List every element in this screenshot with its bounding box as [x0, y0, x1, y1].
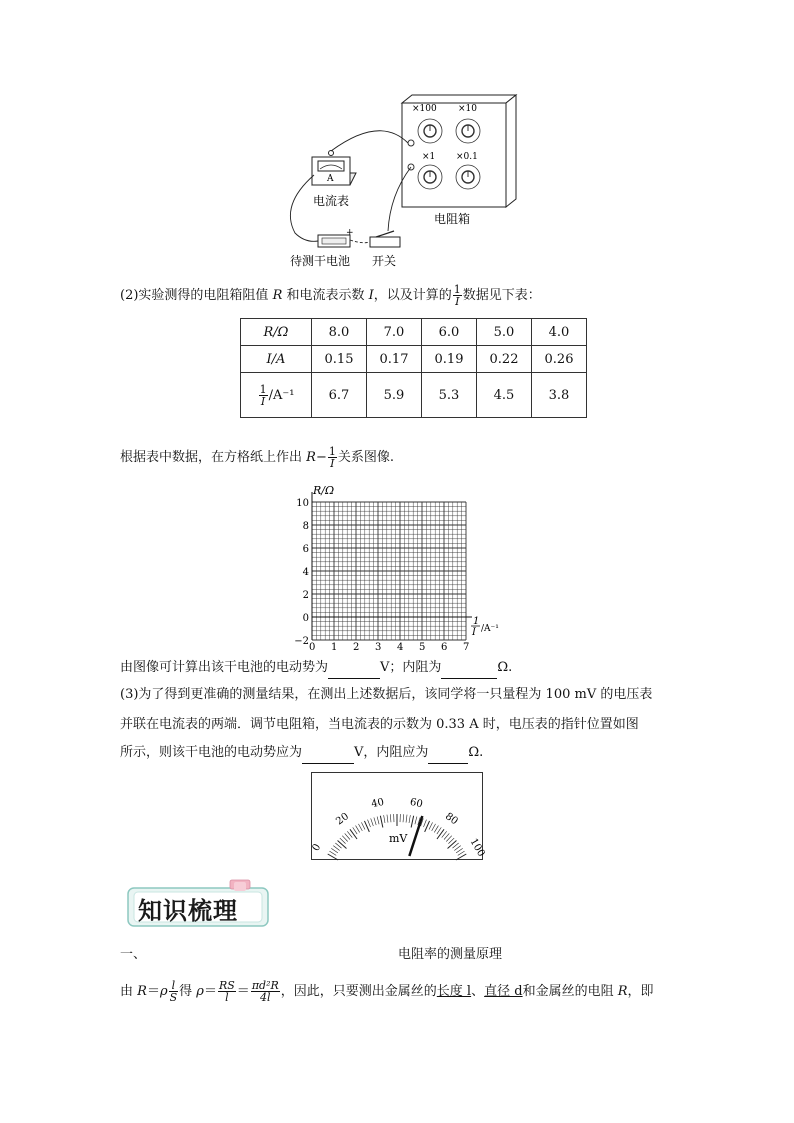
table-frac-num: 1 — [259, 382, 267, 396]
principle-p5: ，即 — [627, 984, 654, 999]
table-cell: 5.9 — [367, 373, 422, 418]
q2-intro-c: ，以及计算的 — [373, 288, 452, 303]
x-tick-label: 4 — [397, 642, 404, 653]
x-axis-label-num: 1 — [473, 616, 480, 627]
x-tick-label: 0 — [309, 642, 316, 653]
table-head-unit: /A⁻¹ — [268, 387, 295, 403]
plot-frac-num: 1 — [328, 445, 336, 458]
principle-line — [120, 979, 654, 1005]
y-tick-label: 4 — [302, 567, 309, 578]
x-tick-label: 6 — [441, 642, 448, 653]
principle-var-r2: R — [617, 984, 628, 999]
table-cell: 3.8 — [532, 373, 587, 418]
dial-x0.1[interactable] — [456, 165, 480, 189]
y-tick-label: −2 — [294, 636, 309, 647]
dial-label-x100: ×100 — [412, 104, 437, 114]
table-row — [241, 346, 587, 373]
plot-instruction-a: 根据表中数据，在方格纸上作出 — [120, 450, 307, 465]
resistance-blank[interactable] — [441, 664, 497, 679]
wire-battery-switch — [350, 240, 372, 243]
frac2-den: l — [225, 991, 229, 1004]
q2-answer — [120, 657, 512, 679]
principle-p3: ，因此，只要测出金属丝的 — [280, 984, 437, 999]
wire-ammeter-box — [331, 131, 408, 151]
table-cell: 5.3 — [422, 373, 477, 418]
principle-eq1: ＝ — [146, 984, 160, 999]
data-table — [240, 318, 587, 418]
principle-length: 长度 l — [436, 984, 472, 999]
principle-frac3 — [251, 980, 280, 1003]
table-cell: 8.0 — [312, 319, 367, 346]
q3-line3 — [120, 742, 483, 764]
principle-eq3: ＝ — [236, 984, 250, 999]
q2-answer-c: Ω. — [497, 660, 513, 675]
plot-instruction — [120, 446, 394, 469]
x-tick-label: 1 — [331, 642, 338, 653]
meter-label: 20 — [334, 810, 352, 828]
circuit-diagram — [270, 95, 530, 275]
dial-x100[interactable] — [418, 119, 442, 143]
table-cell: 0.15 — [312, 346, 367, 373]
banner-title: 知识梳理 — [138, 897, 238, 925]
plot-instruction-fraction — [328, 446, 337, 469]
q2-var-i: I — [368, 288, 374, 303]
principle-eq2: ＝ — [203, 984, 217, 999]
voltmeter-dial — [310, 772, 487, 862]
table-cell: 5.0 — [477, 319, 532, 346]
ammeter — [312, 151, 356, 186]
q2-intro-d: 数据见下表： — [462, 288, 541, 303]
table-head-inv-i — [241, 373, 312, 418]
q2-answer-a: 由图像可计算出该干电池的电动势为 — [120, 660, 329, 675]
meter-label: 80 — [442, 810, 460, 828]
y-axis-label: R/Ω — [313, 484, 335, 497]
frac2-num: RS — [218, 979, 235, 992]
principle-p1: 由 — [120, 984, 138, 999]
table-cell: 0.19 — [422, 346, 477, 373]
frac1-num: l — [169, 980, 179, 992]
table-cell: 0.17 — [367, 346, 422, 373]
principle-sep: 、 — [471, 984, 485, 999]
x-axis-label-unit: /A⁻¹ — [481, 624, 499, 634]
section-banner — [124, 880, 276, 932]
emf-blank[interactable] — [328, 664, 380, 679]
q3-line3-b: V，内阻应为 — [354, 745, 429, 760]
resistance-corrected-blank[interactable] — [428, 749, 468, 764]
q2-answer-b: V；内阻为 — [380, 660, 442, 675]
dial-x1[interactable] — [418, 165, 442, 189]
plot-instruction-b: 关系图像. — [337, 450, 394, 465]
terminal-top — [408, 140, 414, 146]
battery-plus-sign: + — [346, 228, 354, 238]
table-cell: 6.0 — [422, 319, 477, 346]
table-cell: 4.5 — [477, 373, 532, 418]
grid-chart[interactable] — [285, 480, 515, 655]
meter-unit: mV — [389, 832, 408, 845]
table-cell: 0.26 — [532, 346, 587, 373]
table-cell: 6.7 — [312, 373, 367, 418]
plot-instruction-var: R — [306, 450, 316, 465]
switch[interactable] — [370, 231, 400, 247]
principle-frac1 — [169, 980, 179, 1003]
q3-line1: (3)为了得到更准确的测量结果，在测出上述数据后，该同学将一只量程为 100 mV 的电压表 — [120, 687, 653, 702]
x-tick-label: 5 — [419, 642, 426, 653]
y-tick-label: 8 — [302, 521, 309, 532]
table-head-r: R/Ω — [241, 319, 312, 346]
section-heading: 电阻率的测量原理 — [398, 947, 503, 962]
meter-label: 40 — [370, 796, 386, 811]
q3-line3-a: 所示，则该干电池的电动势应为 — [120, 745, 303, 760]
table-cell: 4.0 — [532, 319, 587, 346]
q2-fraction — [453, 284, 462, 307]
principle-p4: 和金属丝的电阻 — [522, 984, 618, 999]
frac3-num: πd²R — [251, 979, 279, 992]
table-head-i: I/A — [241, 346, 312, 373]
principle-rho2: ρ — [196, 984, 204, 999]
table-cell: 7.0 — [367, 319, 422, 346]
principle-rho: ρ — [159, 984, 168, 999]
y-tick-label: 6 — [302, 544, 309, 555]
table-row — [241, 319, 587, 346]
emf-corrected-blank[interactable] — [302, 749, 354, 764]
q2-var-r: R — [272, 288, 283, 303]
meter-label: 0 — [310, 842, 324, 854]
plot-instruction-dash: − — [315, 450, 327, 465]
q2-frac-den: I — [455, 295, 460, 308]
x-tick-label: 3 — [375, 642, 382, 653]
q3-line3-c: Ω. — [468, 745, 484, 760]
x-tick-label: 2 — [353, 642, 360, 653]
y-tick-label: 2 — [302, 590, 309, 601]
dial-x10[interactable] — [456, 119, 480, 143]
principle-diameter: 直径 d — [484, 984, 523, 999]
q2-intro-b: 和电流表示数 — [282, 288, 369, 303]
ammeter-letter: A — [327, 174, 334, 184]
table-row — [241, 373, 587, 418]
q2-intro — [120, 284, 541, 307]
q3-line2: 并联在电流表的两端．调节电阻箱，当电流表的示数为 0.33 A 时，电压表的指针位置如图 — [120, 717, 639, 732]
switch-label: 开关 — [372, 254, 397, 268]
plot-frac-den: I — [330, 457, 335, 470]
meter-label: 100 — [467, 836, 487, 859]
y-tick-label: 0 — [302, 613, 309, 624]
y-tick-label: 10 — [296, 498, 309, 509]
x-axis-label-den: I — [472, 627, 476, 638]
resistor-box-label: 电阻箱 — [434, 212, 471, 226]
dial-label-x10: ×10 — [458, 104, 477, 114]
principle-frac2 — [218, 980, 236, 1003]
meter-label: 60 — [408, 796, 424, 811]
table-frac-den: I — [260, 394, 266, 408]
q2-frac-num: 1 — [453, 283, 461, 296]
frac1-den: S — [169, 991, 178, 1004]
q2-intro-a: (2)实验测得的电阻箱阻值 — [120, 288, 273, 303]
section-number: 一、 — [120, 947, 147, 962]
battery-label: 待测干电池 — [290, 254, 351, 268]
principle-p2: 得 — [179, 984, 197, 999]
table-cell: 0.22 — [477, 346, 532, 373]
principle-var-r: R — [137, 984, 147, 999]
dial-label-x0.1: ×0.1 — [456, 152, 478, 162]
ammeter-label: 电流表 — [313, 194, 350, 208]
x-tick-label: 7 — [463, 642, 470, 653]
dial-label-x1: ×1 — [422, 152, 436, 162]
frac3-den: 4l — [260, 991, 271, 1004]
